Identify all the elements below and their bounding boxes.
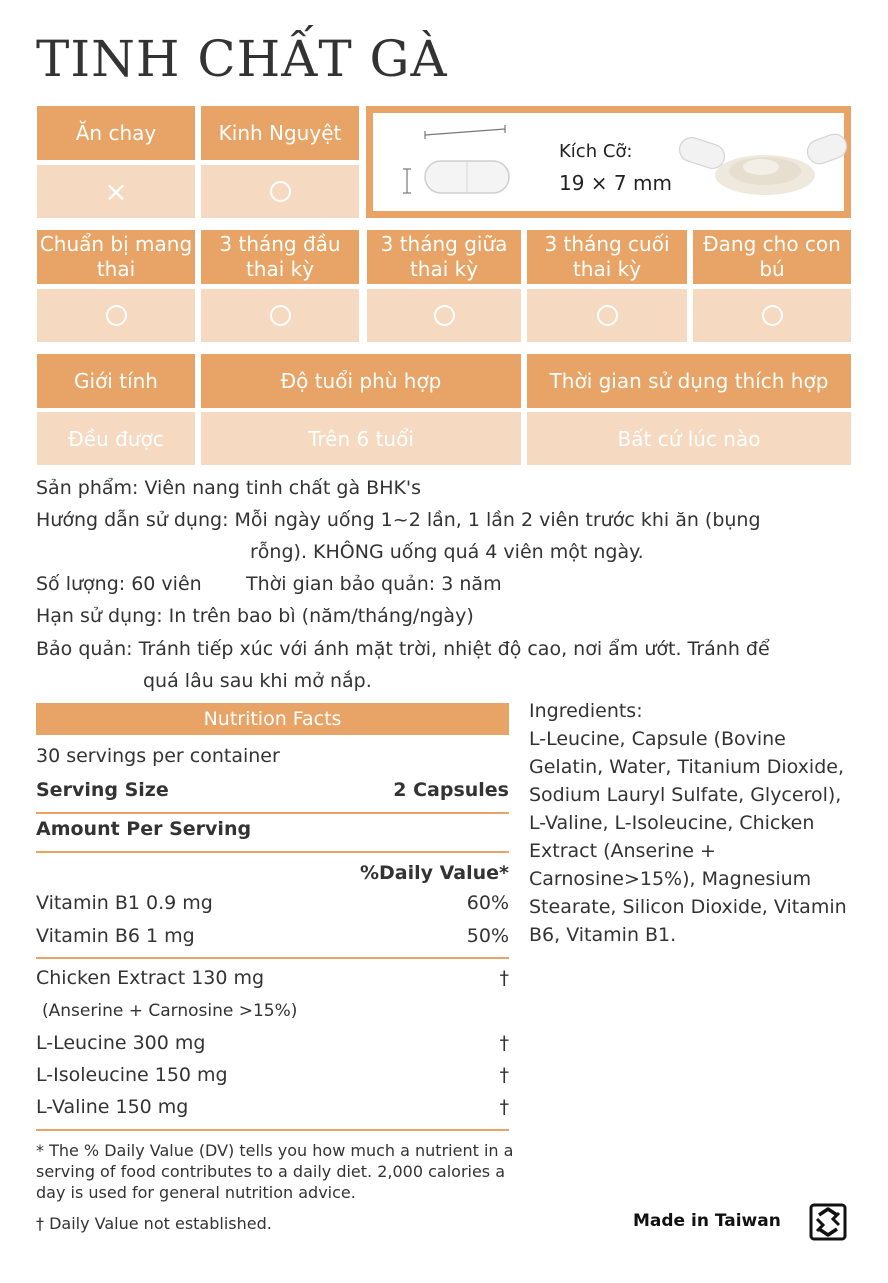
serving-size-value: 2 Capsules (393, 779, 509, 801)
servings-per-container: 30 servings per container (36, 745, 280, 767)
vegetarian-header: Ăn chay (37, 106, 195, 160)
size-value: 19 × 7 mm (559, 171, 672, 195)
nutrient-name: Vitamin B6 1 mg (36, 925, 195, 947)
shelf-life: Thời gian bảo quản: 3 năm (246, 573, 502, 595)
nutrient-dv: † (499, 1064, 509, 1086)
nutrient-name: Vitamin B1 0.9 mg (36, 892, 213, 914)
circle-icon (270, 181, 291, 202)
divider (36, 957, 509, 959)
ingredients-block (529, 697, 859, 949)
page-title: TINH CHẤT GÀ (36, 30, 448, 88)
amount-row (36, 818, 509, 840)
stage-header-3: 3 tháng giữa thai kỳ (367, 230, 521, 284)
circle-icon (762, 305, 783, 326)
nutrient-dv: † (499, 1096, 509, 1118)
gender-value: Đều được (37, 412, 195, 465)
daily-value-row (36, 862, 509, 884)
circle-icon (106, 305, 127, 326)
circle-icon (597, 305, 618, 326)
gender-header: Giới tính (37, 354, 195, 408)
serving-size-row (36, 779, 509, 801)
age-header: Độ tuổi phù hợp (201, 354, 521, 408)
directions-line-1: Hướng dẫn sử dụng: Mỗi ngày uống 1~2 lần, 1 lần 2 viên trước khi ăn (bụng (36, 509, 761, 531)
stage-value-5 (693, 289, 851, 342)
divider (36, 851, 509, 853)
time-header: Thời gian sử dụng thích hợp (527, 354, 851, 408)
circle-icon (434, 305, 455, 326)
stage-header-4: 3 tháng cuối thai kỳ (527, 230, 687, 284)
stage-header-2: 3 tháng đầu thai kỳ (201, 230, 359, 284)
nutrient-dv: 50% (466, 925, 509, 947)
stage-header-1: Chuẩn bị mang thai (37, 230, 195, 284)
divider (36, 812, 509, 814)
storage-line-1: Bảo quản: Tránh tiếp xúc với ánh mặt trời, nhiệt độ cao, nơi ẩm ướt. Tránh để (36, 638, 770, 660)
chicken-extract-note-row (42, 1001, 515, 1021)
recycle-icon (809, 1203, 847, 1241)
nutrient-row (36, 1096, 509, 1118)
nutrient-row (36, 925, 509, 947)
made-in-label: Made in Taiwan (633, 1211, 781, 1231)
menstruation-value (201, 165, 359, 218)
amount-per-serving-label: Amount Per Serving (36, 818, 252, 840)
expiry: Hạn sử dụng: In trên bao bì (năm/tháng/ngày) (36, 605, 474, 627)
nutrient-row (36, 967, 509, 989)
nutrient-row (36, 1064, 509, 1086)
ingredients-text: L-Leucine, Capsule (Bovine Gelatin, Water, Titanium Dioxide, Sodium Lauryl Sulfate, Glycerol), L-Valine, L-Isoleucine, Chicken Extract (Anserine + Carnosine>15%), Magnesium Stearate, Silicon Dioxide, Vitamin B6, Vitamin B1. (529, 728, 847, 946)
cross-icon: × (104, 174, 128, 208)
chicken-extract-note: (Anserine + Carnosine >15%) (42, 1001, 298, 1021)
nutrient-dv: † (499, 1032, 509, 1054)
nutrient-row (36, 892, 509, 914)
product-name: Sản phẩm: Viên nang tinh chất gà BHK's (36, 477, 422, 499)
servings-row (36, 745, 509, 767)
menstruation-header: Kinh Nguyệt (201, 106, 359, 160)
quantity: Số lượng: 60 viên (36, 573, 202, 595)
circle-icon (270, 305, 291, 326)
stage-value-2 (201, 289, 359, 342)
divider (36, 1129, 509, 1131)
storage-line-2: quá lâu sau khi mở nắp. (143, 670, 372, 692)
nutrient-dv: † (499, 967, 509, 989)
stage-value-1 (37, 289, 195, 342)
vegetarian-value (37, 165, 195, 218)
stage-value-4 (527, 289, 687, 342)
nutrient-row (36, 1032, 509, 1054)
nutrient-name: L-Isoleucine 150 mg (36, 1064, 228, 1086)
nutrient-name: L-Valine 150 mg (36, 1096, 189, 1118)
nutrient-name: L-Leucine 300 mg (36, 1032, 206, 1054)
serving-size-label: Serving Size (36, 779, 169, 801)
nutrition-header: Nutrition Facts (36, 703, 509, 735)
daily-value-footnote: * The % Daily Value (DV) tells you how much a nutrient in a serving of food contributes to a daily diet. 2,000 calories a day is used for general nutrition advice. (36, 1141, 514, 1202)
capsule-icon (395, 123, 535, 198)
not-established-footnote: † Daily Value not established. (36, 1214, 272, 1233)
capsule-size-box (366, 106, 851, 218)
stage-value-3 (367, 289, 521, 342)
nutrient-name: Chicken Extract 130 mg (36, 967, 265, 989)
stage-header-5: Đang cho con bú (693, 230, 851, 284)
directions-line-2: rỗng). KHÔNG uống quá 4 viên một ngày. (250, 541, 644, 563)
daily-value-label: %Daily Value* (359, 862, 509, 884)
time-value: Bất cứ lúc nào (527, 412, 851, 465)
size-label: Kích Cỡ: (559, 141, 633, 162)
age-value: Trên 6 tuổi (201, 412, 521, 465)
ingredients-title: Ingredients: (529, 700, 643, 722)
nutrient-dv: 60% (466, 892, 509, 914)
powder-icon (673, 131, 853, 206)
